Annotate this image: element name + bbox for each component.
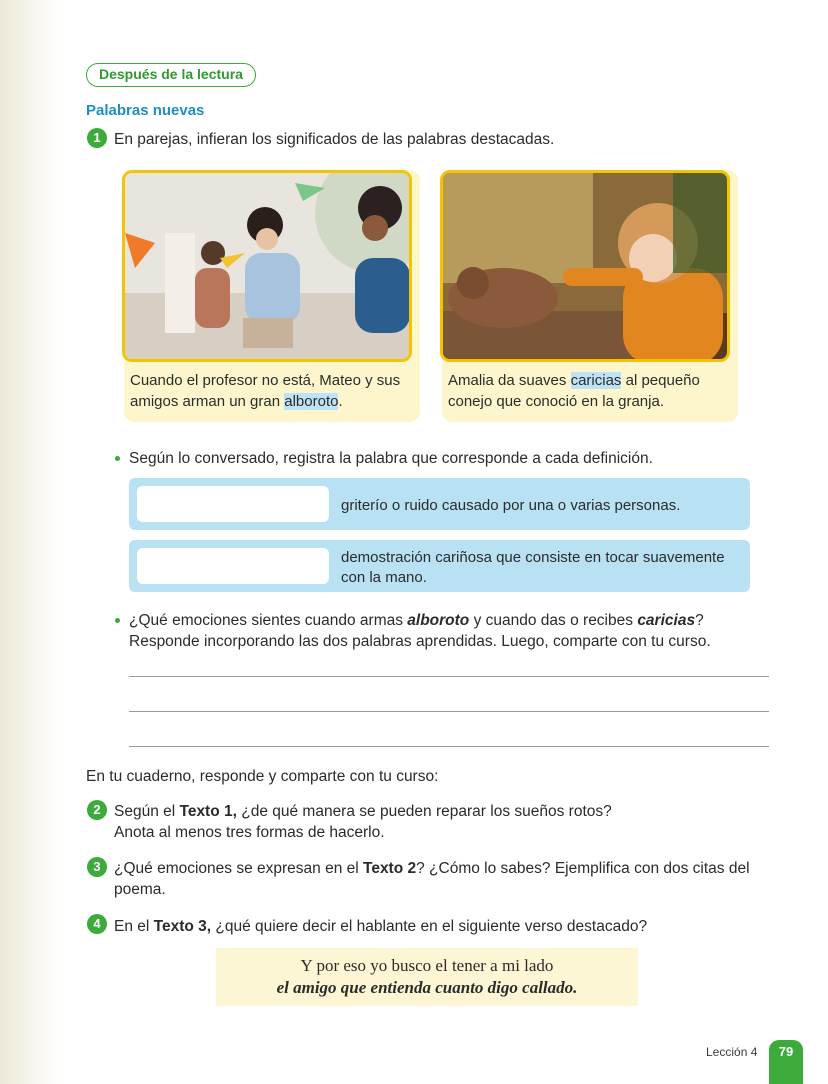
question-number-3: 3 [87,857,107,877]
question-number-4: 4 [87,914,107,934]
bullet-2-word1: alboroto [407,612,470,629]
highlighted-verse [216,948,638,1006]
verse-line-1: Y por eso yo busco el tener a mi lado [300,956,554,975]
bullet-2-word2: caricias [637,612,696,629]
bullet-1-text: Según lo conversado, registra la palabra que corresponde a cada definición. [129,450,653,467]
lesson-label: Lección 4 [706,1045,758,1059]
answer-box-1[interactable] [137,486,329,522]
page-edge-shade [0,0,60,1084]
card-1-caption [130,370,412,412]
highlight-word-alboroto: alboroto [284,393,339,410]
question-number-1: 1 [87,128,107,148]
highlight-word-caricias: caricias [570,372,622,389]
bullet-2-part2: y cuando das o recibes [469,612,638,629]
q2-pre: Según el [114,803,180,820]
answer-line-1[interactable] [129,676,769,677]
q4-pre: En el [114,918,154,935]
q4-bold: Texto 3, [153,918,212,935]
photo-kids-playing [122,170,412,362]
q3-pre: ¿Qué emociones se expresan en el [114,860,363,877]
kids-playing-illustration [125,173,412,362]
q4-post: ¿qué quiere decir el hablante en el siguiente verso destacado? [211,918,648,935]
answer-line-2[interactable] [129,711,769,712]
caption-2-end: al pequeño conejo que conoció en la granja. [448,372,700,410]
bullet-point-2 [115,618,120,623]
page-number: 79 [769,1040,803,1084]
question-4-text [114,916,774,937]
image-card-1 [124,170,420,422]
definition-2-text: demostración cariñosa que consiste en tocar suavemente con la mano. [341,549,725,586]
answer-line-3[interactable] [129,746,769,747]
question-1-text: En parejas, infieran los significados de las palabras destacadas. [114,131,555,148]
section-title: Palabras nuevas [86,102,205,119]
q3-bold: Texto 2 [363,860,417,877]
bullet-2-part1: ¿Qué emociones sientes cuando armas [129,612,408,629]
caption-1-text: Cuando el profesor no está, Mateo y sus amigos arman un gran [130,372,401,410]
question-3-text [114,858,774,900]
q2-line2: Anota al menos tres formas de hacerlo. [114,824,385,841]
girl-rabbit-illustration [443,173,730,362]
definition-row-1 [129,478,750,530]
section-pill: Después de la lectura [86,63,256,87]
photo-girl-rabbit [440,170,730,362]
answer-box-2[interactable] [137,548,329,584]
verse-line-2: el amigo que entienda cuanto digo callado. [276,978,578,997]
question-number-2: 2 [87,800,107,820]
q2-post: ¿de qué manera se pueden reparar los sueños rotos? [236,803,612,820]
q2-bold: Texto 1, [179,803,237,820]
bullet-point-1 [115,456,120,461]
notebook-instructions: En tu cuaderno, responde y comparte con tu curso: [86,768,439,785]
definition-row-2 [129,540,750,592]
bullet-2-part3: ? Responde incorporando las dos palabras aprendidas. Luego, comparte con tu curso. [129,612,711,650]
definition-1-text: griterío o ruido causado por una o varias personas. [341,497,681,514]
image-card-2 [442,170,738,422]
q3-post: ? ¿Cómo lo sabes? Ejemplifica con dos citas del poema. [114,860,750,898]
caption-2-text: Amalia da suaves [448,372,571,389]
caption-1-end: . [338,393,343,410]
bullet-2-text [129,610,769,652]
question-2-text [114,801,754,843]
card-2-caption [448,370,730,412]
